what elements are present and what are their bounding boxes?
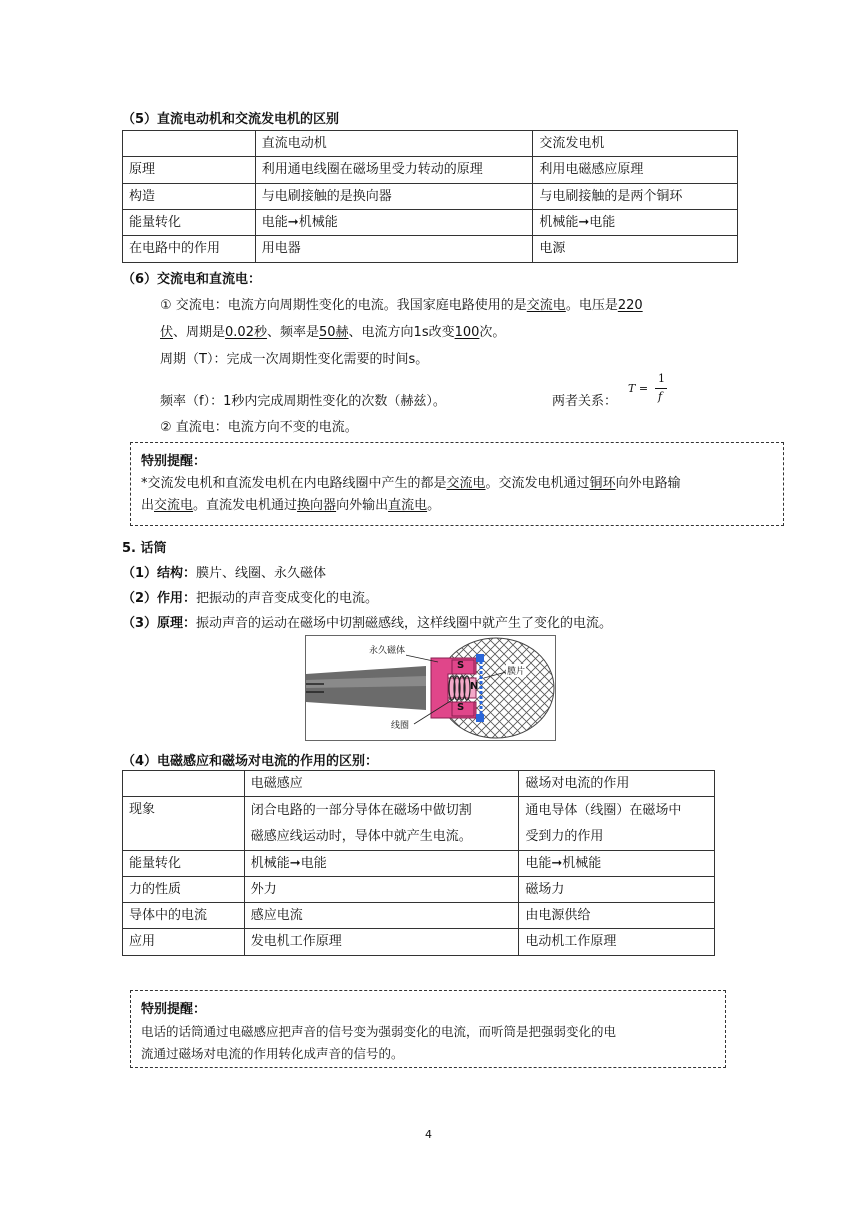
table-cell: 外力 — [244, 877, 519, 903]
mic-structure — [122, 562, 326, 581]
table-cell: 机械能➞电能 — [533, 210, 738, 236]
reminder-line — [141, 473, 773, 495]
table-cell: 电源 — [533, 236, 738, 263]
text-run: 。直流发电机通过 — [193, 498, 298, 513]
text-run: 100 — [454, 325, 480, 340]
text-run: 交流电 — [526, 298, 566, 313]
text-run: 、频率是 — [266, 325, 319, 340]
text-run: 交流电 — [154, 498, 194, 513]
text-run: 铜环 — [589, 476, 616, 491]
table-cell: 力的性质 — [123, 877, 245, 903]
table-cell: 构造 — [123, 184, 256, 210]
table-row — [123, 157, 738, 184]
table-cell: 用电器 — [255, 236, 533, 263]
reminder-line — [141, 495, 773, 517]
frequency-definition: 频率（f）：1秒内完成周期性变化的次数（赫兹）。 — [160, 394, 446, 409]
table-cell: 能量转化 — [123, 210, 256, 236]
table-row — [123, 903, 715, 929]
table-cell: 直流电动机 — [255, 131, 533, 157]
table-cell: 交流发电机 — [533, 131, 738, 157]
table-cell: 导体中的电流 — [123, 903, 245, 929]
label-coil: 线圈 — [390, 718, 410, 731]
text-run: 、电流方向1s改变 — [348, 325, 455, 340]
table-row — [123, 929, 715, 956]
table-cell: 利用通电线圈在磁场里受力转动的原理 — [255, 157, 533, 184]
microphone-diagram — [305, 635, 556, 741]
label-north-pole: N — [470, 681, 479, 692]
text-run: 交流电 — [446, 476, 486, 491]
table-row — [123, 771, 715, 797]
table-cell: 电能➞机械能 — [519, 851, 715, 877]
cell-line: 通电导体（线圈）在磁场中 — [525, 802, 682, 818]
text-run: 、周期是 — [173, 325, 226, 340]
label-permanent-magnet: 永久磁体 — [368, 643, 406, 656]
table-row — [123, 877, 715, 903]
ac-paragraph-line2 — [160, 321, 505, 340]
dc-definition: ② 直流电：电流方向不变的电流。 — [160, 420, 358, 435]
reminder-line: 流通过磁场对电流的作用转化成声音的信号的。 — [141, 1046, 404, 1061]
item-text: 膜片、线圈、永久磁体 — [196, 566, 327, 581]
table-cell — [244, 797, 519, 851]
text-run: 换向器 — [297, 498, 337, 513]
table-cell: 应用 — [123, 929, 245, 956]
text-run: ① 交流电：电流方向周期性变化的电流。我国家庭电路使用的是 — [160, 298, 527, 313]
text-run: 0.02秒 — [225, 325, 267, 340]
ac-paragraph-line1 — [160, 294, 643, 313]
period-frequency-formula — [628, 372, 678, 408]
mic-function — [122, 587, 378, 606]
table-cell: 电磁感应 — [244, 771, 519, 797]
text-run: 出 — [141, 498, 155, 513]
text-run: 。 — [427, 498, 441, 513]
reminder-line: 电话的话筒通过电磁感应把声音的信号变为强弱变化的电流，而听筒是把强弱变化的电 — [141, 1024, 617, 1039]
table-row — [123, 797, 715, 851]
section-title-induction-vs-force: （4）电磁感应和磁场对电流的作用的区别： — [122, 754, 379, 769]
table-cell — [123, 131, 256, 157]
text-run: 。交流发电机通过 — [485, 476, 590, 491]
table-cell: 与电刷接触的是换向器 — [255, 184, 533, 210]
item-text: 振动声音的运动在磁场中切割磁感线，这样线圈中就产生了变化的电流。 — [196, 616, 613, 631]
item-text: 把振动的声音变成变化的电流。 — [196, 591, 379, 606]
mic-handle — [306, 666, 426, 710]
formula-denominator: f — [658, 390, 663, 403]
table-cell: 发电机工作原理 — [244, 929, 519, 956]
table-cell: 与电刷接触的是两个铜环 — [533, 184, 738, 210]
text-run: 。电压是 — [565, 298, 618, 313]
table-cell: 感应电流 — [244, 903, 519, 929]
reminder-box-generators — [130, 442, 784, 526]
item-label: （3）原理： — [122, 616, 197, 631]
table-cell: 磁场对电流的作用 — [519, 771, 715, 797]
table-cell: 在电路中的作用 — [123, 236, 256, 263]
table-cell: 磁场力 — [519, 877, 715, 903]
fraction-bar — [655, 388, 667, 389]
text-run: 50赫 — [319, 325, 349, 340]
induction-force-table — [122, 770, 715, 956]
microphone-section-title: 5. 话筒 — [122, 541, 167, 556]
cell-line: 受到力的作用 — [525, 828, 604, 844]
text-run: 220 — [617, 298, 643, 313]
section-title-ac-dc: （6）交流电和直流电： — [122, 272, 262, 287]
reminder-title: 特别提醒： — [141, 1002, 207, 1017]
table-cell: 机械能➞电能 — [244, 851, 519, 877]
table-cell: 原理 — [123, 157, 256, 184]
text-run: 伏 — [160, 325, 174, 340]
reminder-box-telephone — [130, 990, 726, 1068]
formula-numerator: 1 — [658, 372, 665, 385]
text-run: 直流电 — [388, 498, 428, 513]
label-south-pole-bottom: S — [457, 702, 465, 713]
cell-line: 磁感应线运动时，导体中就产生电流。 — [250, 828, 472, 844]
table-cell: 现象 — [123, 797, 245, 851]
page-number: 4 — [425, 1128, 432, 1141]
text-run: *交流发电机和直流发电机在内电路线圈中产生的都是 — [141, 476, 447, 491]
table-row — [123, 131, 738, 157]
section-title-motor-generator: （5）直流电动机和交流发电机的区别 — [122, 112, 340, 127]
table-cell: 电动机工作原理 — [519, 929, 715, 956]
table-cell: 电能➞机械能 — [255, 210, 533, 236]
motor-generator-table — [122, 130, 738, 263]
relation-label: 两者关系： — [552, 394, 618, 409]
table-cell: 由电源供给 — [519, 903, 715, 929]
table-row — [123, 210, 738, 236]
table-cell — [519, 797, 715, 851]
item-label: （2）作用： — [122, 591, 197, 606]
table-row — [123, 851, 715, 877]
item-label: （1）结构： — [122, 566, 197, 581]
table-cell — [123, 771, 245, 797]
cell-line: 闭合电路的一部分导体在磁场中做切割 — [250, 802, 472, 818]
label-membrane: 膜片 — [506, 664, 526, 677]
text-run: 次。 — [479, 325, 506, 340]
microphone-drawing — [306, 636, 555, 740]
text-run: 向外电路输 — [615, 476, 681, 491]
period-definition: 周期（T）：完成一次周期性变化需要的时间s。 — [160, 352, 429, 367]
table-row — [123, 184, 738, 210]
formula-lhs: T = — [628, 382, 649, 395]
reminder-title: 特别提醒： — [141, 454, 207, 469]
text-run: 向外输出 — [336, 498, 389, 513]
table-cell: 能量转化 — [123, 851, 245, 877]
mic-principle — [122, 612, 612, 631]
table-row — [123, 236, 738, 263]
label-south-pole-top: S — [457, 660, 465, 671]
table-cell: 利用电磁感应原理 — [533, 157, 738, 184]
